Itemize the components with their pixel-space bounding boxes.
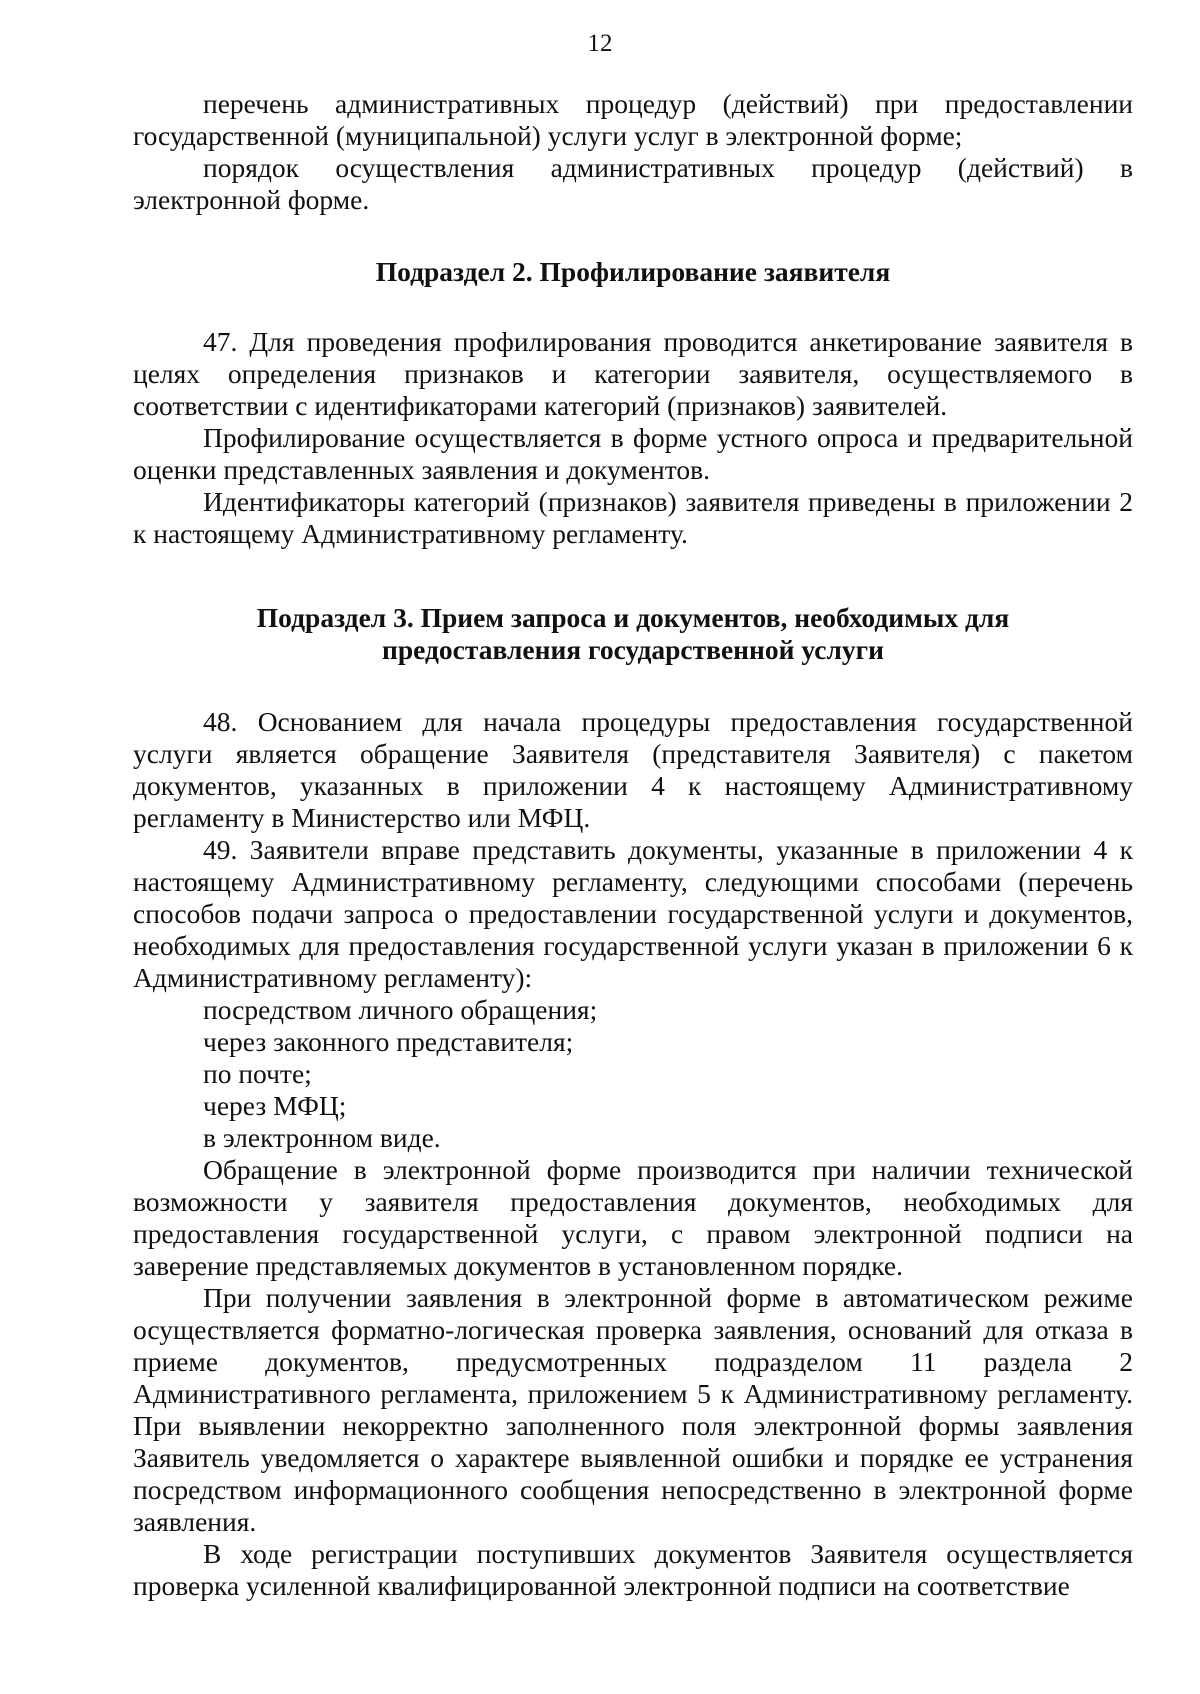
list-item-method: посредством личного обращения; xyxy=(203,994,598,1025)
paragraph-electronic-appeal: Обращение в электронной форме производится при наличии технической возможности у заявителя предоставления документов, необходимых для предоставления государственной услуги, с правом электронной подписи на заверение представляемых документов в установленном порядке. xyxy=(133,1154,1133,1281)
paragraph-signature-check: В ходе регистрации поступивших документов Заявителя осуществляется проверка усиленной квалифицированной электронной подписи на соответствие xyxy=(133,1538,1133,1601)
list-item-method: через законного представителя; xyxy=(203,1026,574,1057)
list-item-method: в электронном виде. xyxy=(203,1122,441,1153)
heading-subsection-3-line-1: Подраздел 3. Прием запроса и документов, необходимых для xyxy=(256,602,1010,633)
page-number: 12 xyxy=(587,30,613,57)
heading-subsection-3-line-2: предоставления государственной услуги xyxy=(382,634,884,665)
paragraph-profiling-form: Профилирование осуществляется в форме устного опроса и предварительной оценки представленных заявления и документов. xyxy=(133,422,1133,485)
list-item-method: по почте; xyxy=(203,1058,312,1089)
paragraph-49: 49. Заявители вправе представить документы, указанные в приложении 4 к настоящему Административному регламенту, следующими способами (перечень способов подачи запроса о предоставлении государственной услуги и документов, необходимых для предоставления государственной услуги указан в приложении 6 к Административному регламенту): xyxy=(133,834,1133,993)
heading-subsection-3 xyxy=(133,602,1133,666)
paragraph-48: 48. Основанием для начала процедуры предоставления государственной услуги является обращение Заявителя (представителя Заявителя) с пакетом документов, указанных в приложении 4 к настоящему Административному регламенту в Министерство или МФЦ. xyxy=(133,706,1133,833)
paragraph-format-check: При получении заявления в электронной форме в автоматическом режиме осуществляется форматно-логическая проверка заявления, оснований для отказа в приеме документов, предусмотренных подразделом 11 раздела 2 Административного регламента, приложением 5 к Административному регламенту. При выявлении некорректно заполненного поля электронной формы заявления Заявитель уведомляется о характере выявленной ошибки и порядке ее устранения посредством информационного сообщения непосредственно в электронной форме заявления. xyxy=(133,1282,1133,1537)
heading-subsection-2: Подраздел 2. Профилирование заявителя xyxy=(375,256,891,287)
paragraph-47: 47. Для проведения профилирования проводится анкетирование заявителя в целях определения признаков и категории заявителя, осуществляемого в соответствии с идентификаторами категорий (признаков) заявителей. xyxy=(133,326,1133,421)
document-body xyxy=(133,88,1133,1602)
paragraph-identifiers: Идентификаторы категорий (признаков) заявителя приведены в приложении 2 к настоящему Административному регламенту. xyxy=(133,486,1133,549)
paragraph-procedures-order: порядок осуществления административных процедур (действий) в электронной форме. xyxy=(133,152,1133,215)
paragraph-procedures-list: перечень административных процедур (действий) при предоставлении государственной (муниципальной) услуги услуг в электронной форме; xyxy=(133,88,1133,151)
list-item-method: через МФЦ; xyxy=(203,1090,347,1121)
